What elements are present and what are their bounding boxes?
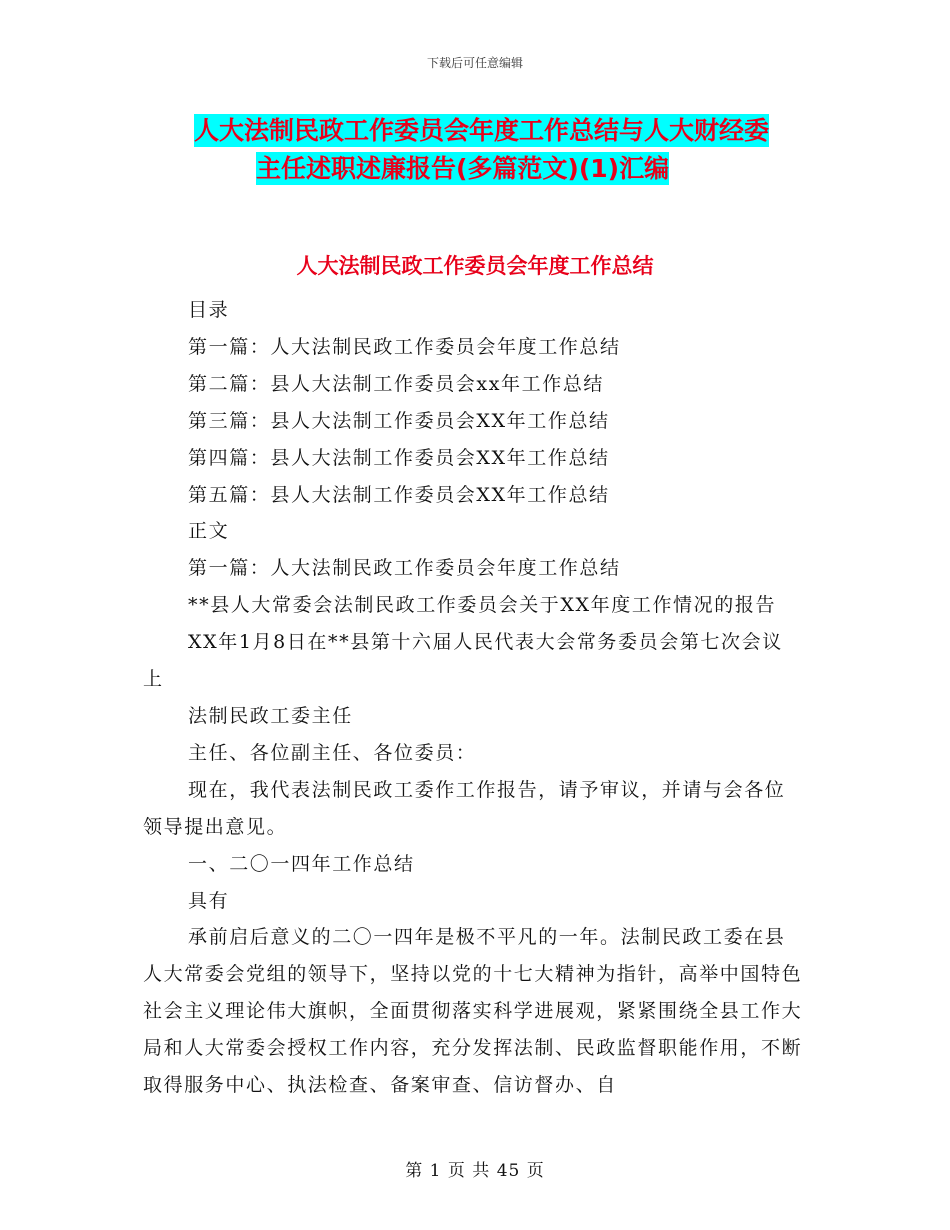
toc-heading: 目录 [188,299,230,321]
toc-item-2: 第二篇：县人大法制工作委员会xx年工作总结 [188,372,605,395]
toc-item-4: 第四篇：县人大法制工作委员会XX年工作总结 [188,446,610,469]
toc-item-1: 第一篇：人大法制民政工作委员会年度工作总结 [188,335,621,358]
page-header-note: 下载后可任意编辑 [426,56,523,70]
paragraph-fragment: 具有 [188,889,230,912]
body-heading: 正文 [188,520,230,543]
report-title: **县人大常委会法制民政工作委员会关于XX年度工作情况的报告 [188,594,777,617]
paragraph-main: 承前启后意义的二〇一四年是极不平凡的一年。法制民政工委在县人大常委会党组的领导下，坚持以党的十七大精神为指针，高举中国特色社会主义理论伟大旗帜，全面贯彻落实科学进展观，紧紧围绕全县工作大局和人大常委会授权工作内容，充分发挥法制、民政监督职能作用，不断取得服务中心、执法检查、备案审查、信访督办、自 [143,926,803,1097]
subheading-2014-summary: 一、二〇一四年工作总结 [188,852,415,875]
document-body [143,292,803,1104]
section-title: 人大法制民政工作委员会年度工作总结 [296,254,654,278]
document-title-line-1 [140,112,820,150]
title-highlight-1: 人大法制民政工作委员会年度工作总结与人大财经委 [194,116,770,145]
toc-item-5: 第五篇：县人大法制工作委员会XX年工作总结 [188,483,610,506]
document-title-line-2 [140,150,820,188]
title-highlight-2: 主任述职述廉报告(多篇范文)(1)汇编 [256,154,670,183]
paragraph-intro: 现在，我代表法制民政工委作工作报告，请予审议，并请与会各位领导提出意见。 [143,778,786,838]
salutation: 主任、各位副主任、各位委员： [188,741,477,764]
document-title [140,112,820,188]
chapter-title: 第一篇：人大法制民政工作委员会年度工作总结 [188,557,621,580]
toc-item-3: 第三篇：县人大法制工作委员会XX年工作总结 [188,409,610,432]
report-author: 法制民政工委主任 [188,704,353,727]
report-date-line: XX年1月8日在**县第十六届人民代表大会常务委员会第七次会议上 [143,631,783,691]
page-number-footer: 第 1 页 共 45 页 [405,1161,545,1181]
